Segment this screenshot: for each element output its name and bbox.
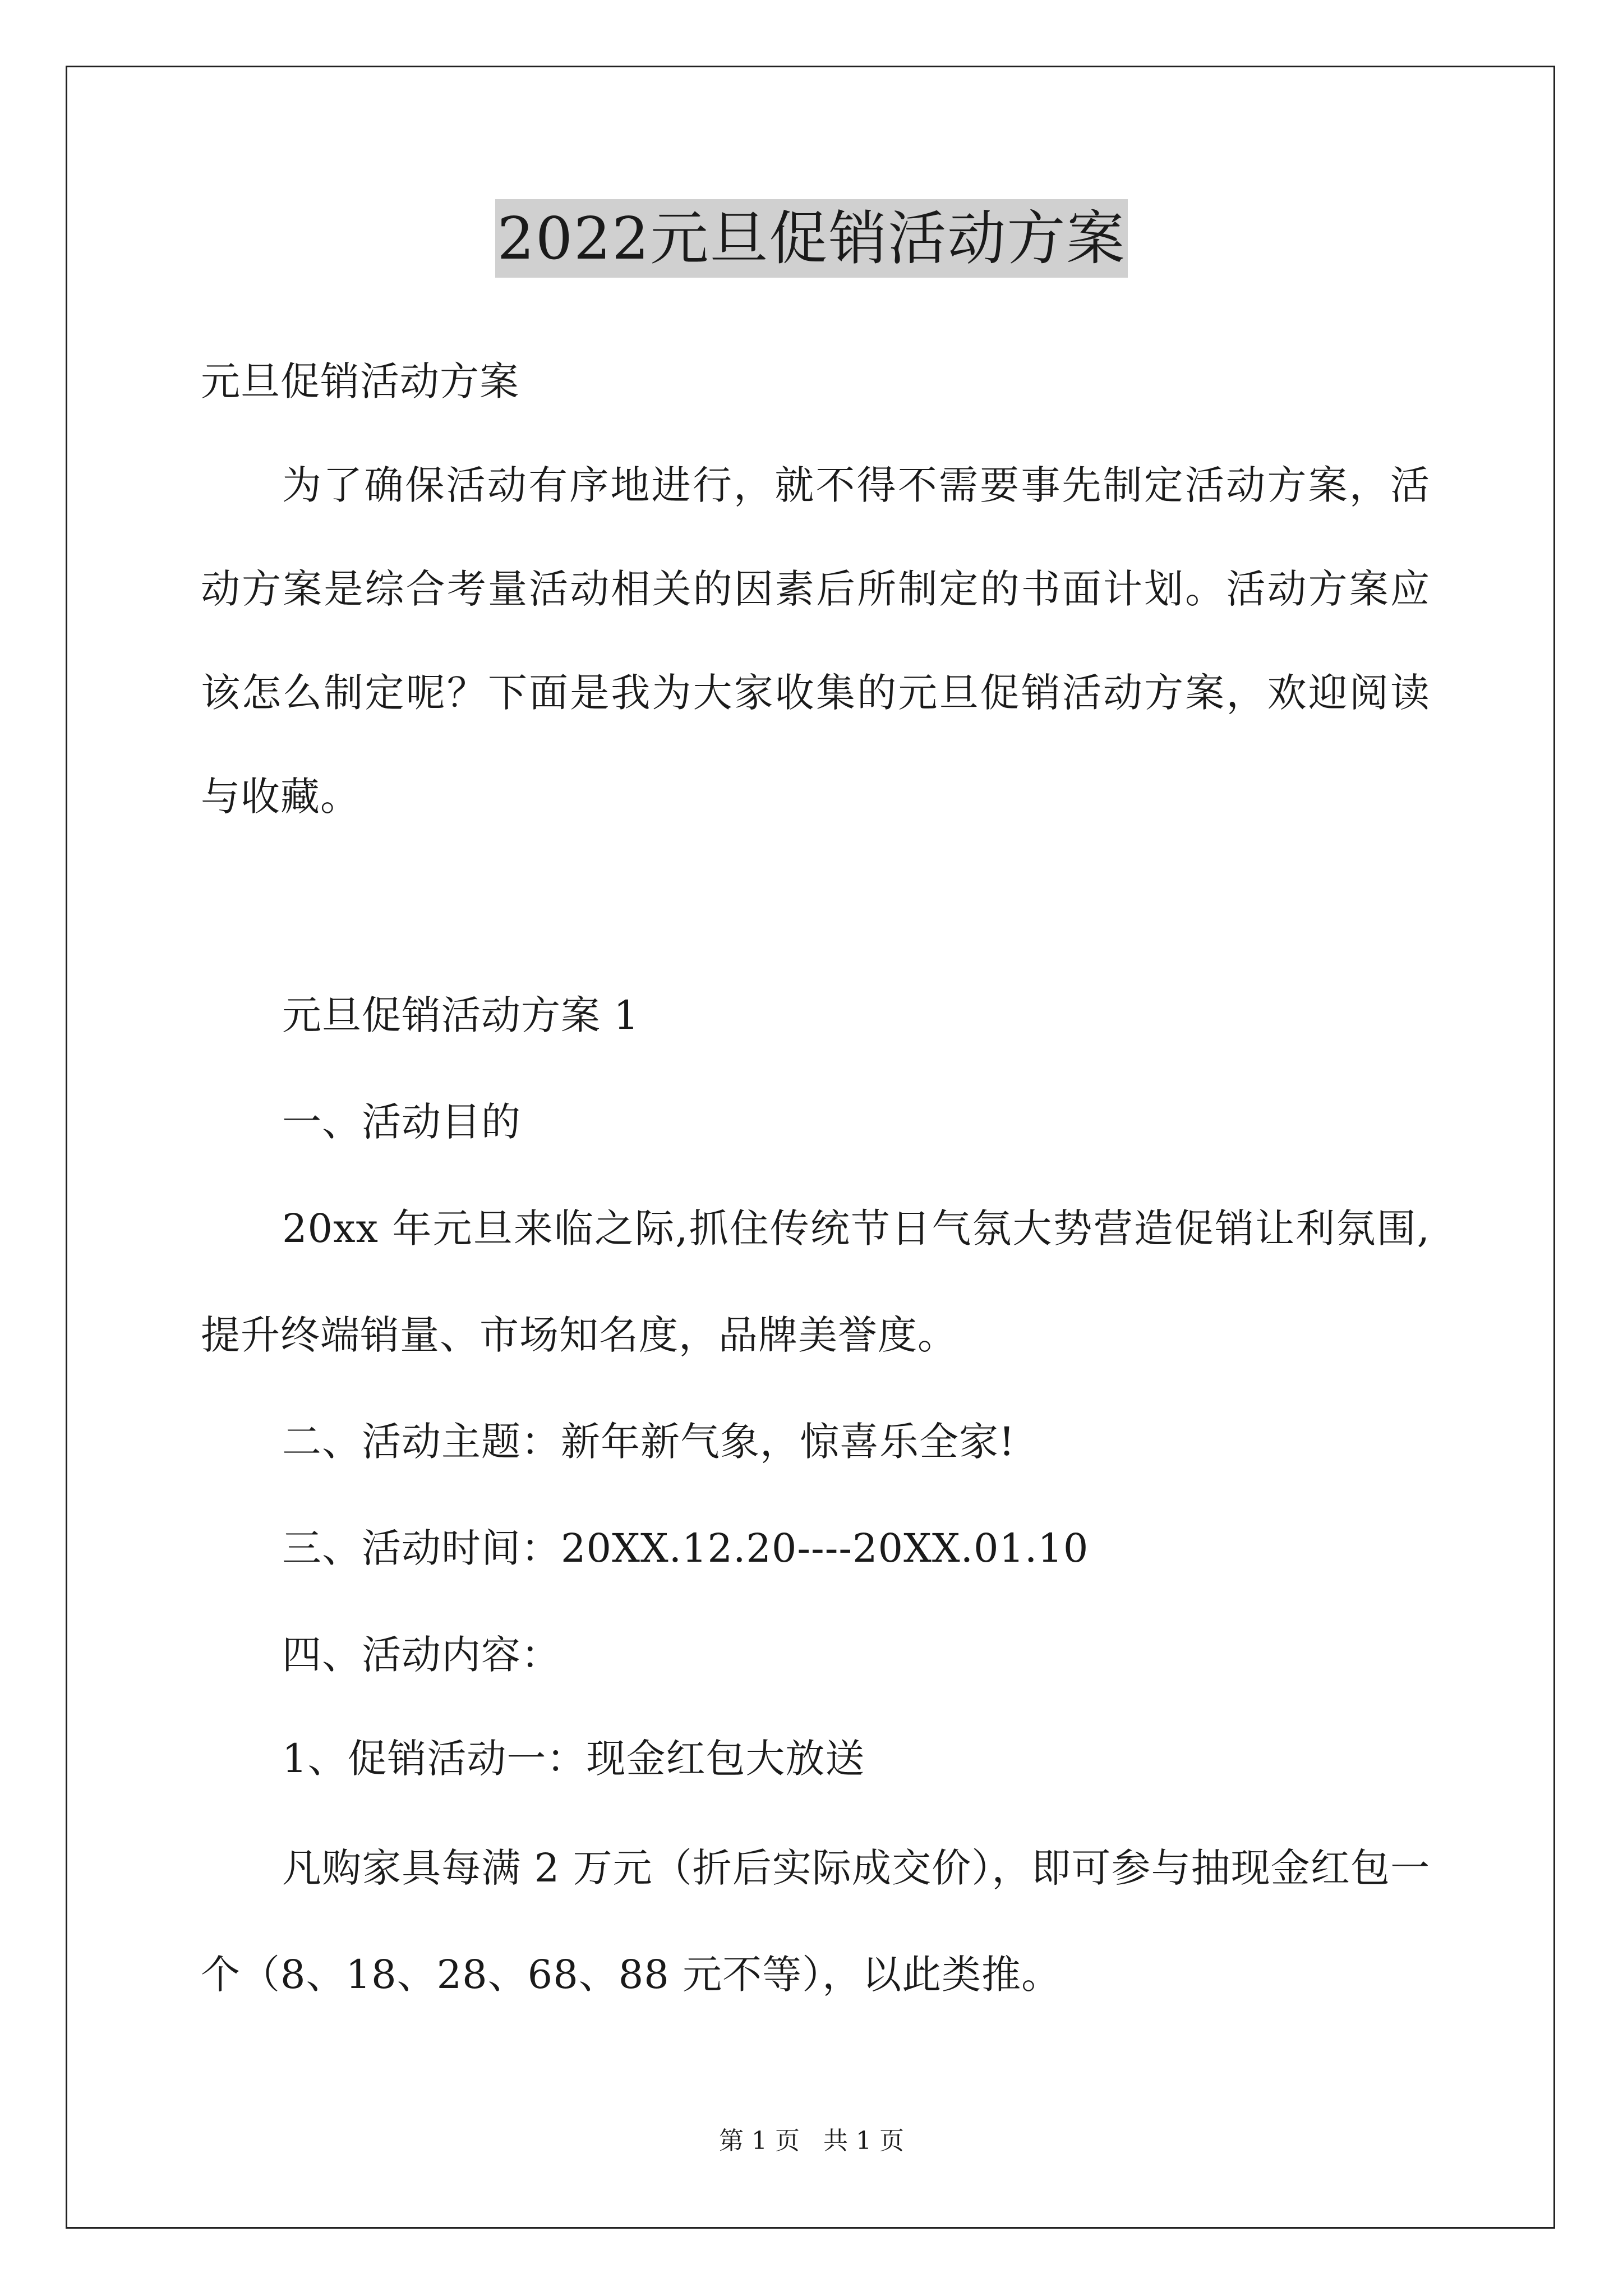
promo1-heading: 1、促销活动一：现金红包大放送 <box>282 1736 865 1782</box>
purpose-line-1: 20xx 年元旦来临之际,抓住传统节日气氛大势营造促销让利氛围, <box>282 1205 1430 1251</box>
document-title: 2022元旦促销活动方案 <box>495 199 1128 278</box>
intro-line-1: 为了确保活动有序地进行，就不得不需要事先制定活动方案，活 <box>282 462 1430 508</box>
page-number: 第 1 页 共 1 页 <box>719 2127 904 2155</box>
purpose-line-2: 提升终端销量、市场知名度，品牌美誉度。 <box>201 1312 957 1358</box>
time-line: 三、活动时间：20XX.12.20----20XX.01.10 <box>282 1525 1089 1571</box>
promo1-line-2: 个（8、18、28、68、88 元不等），以此类推。 <box>201 1952 1062 1998</box>
subtitle: 元旦促销活动方案 <box>201 358 519 404</box>
section-heading: 元旦促销活动方案 1 <box>282 992 639 1038</box>
content-heading: 四、活动内容： <box>282 1632 561 1678</box>
theme-line: 二、活动主题：新年新气象，惊喜乐全家! <box>282 1419 1016 1465</box>
purpose-heading: 一、活动目的 <box>282 1099 521 1145</box>
title-container <box>0 199 1623 278</box>
intro-line-2: 动方案是综合考量活动相关的因素后所制定的书面计划。活动方案应 <box>201 566 1430 612</box>
promo1-line-1: 凡购家具每满 2 万元（折后实际成交价），即可参与抽现金红包一 <box>282 1845 1430 1891</box>
intro-line-4: 与收藏。 <box>201 774 360 820</box>
intro-line-3: 该怎么制定呢？下面是我为大家收集的元旦促销活动方案，欢迎阅读 <box>201 670 1430 716</box>
